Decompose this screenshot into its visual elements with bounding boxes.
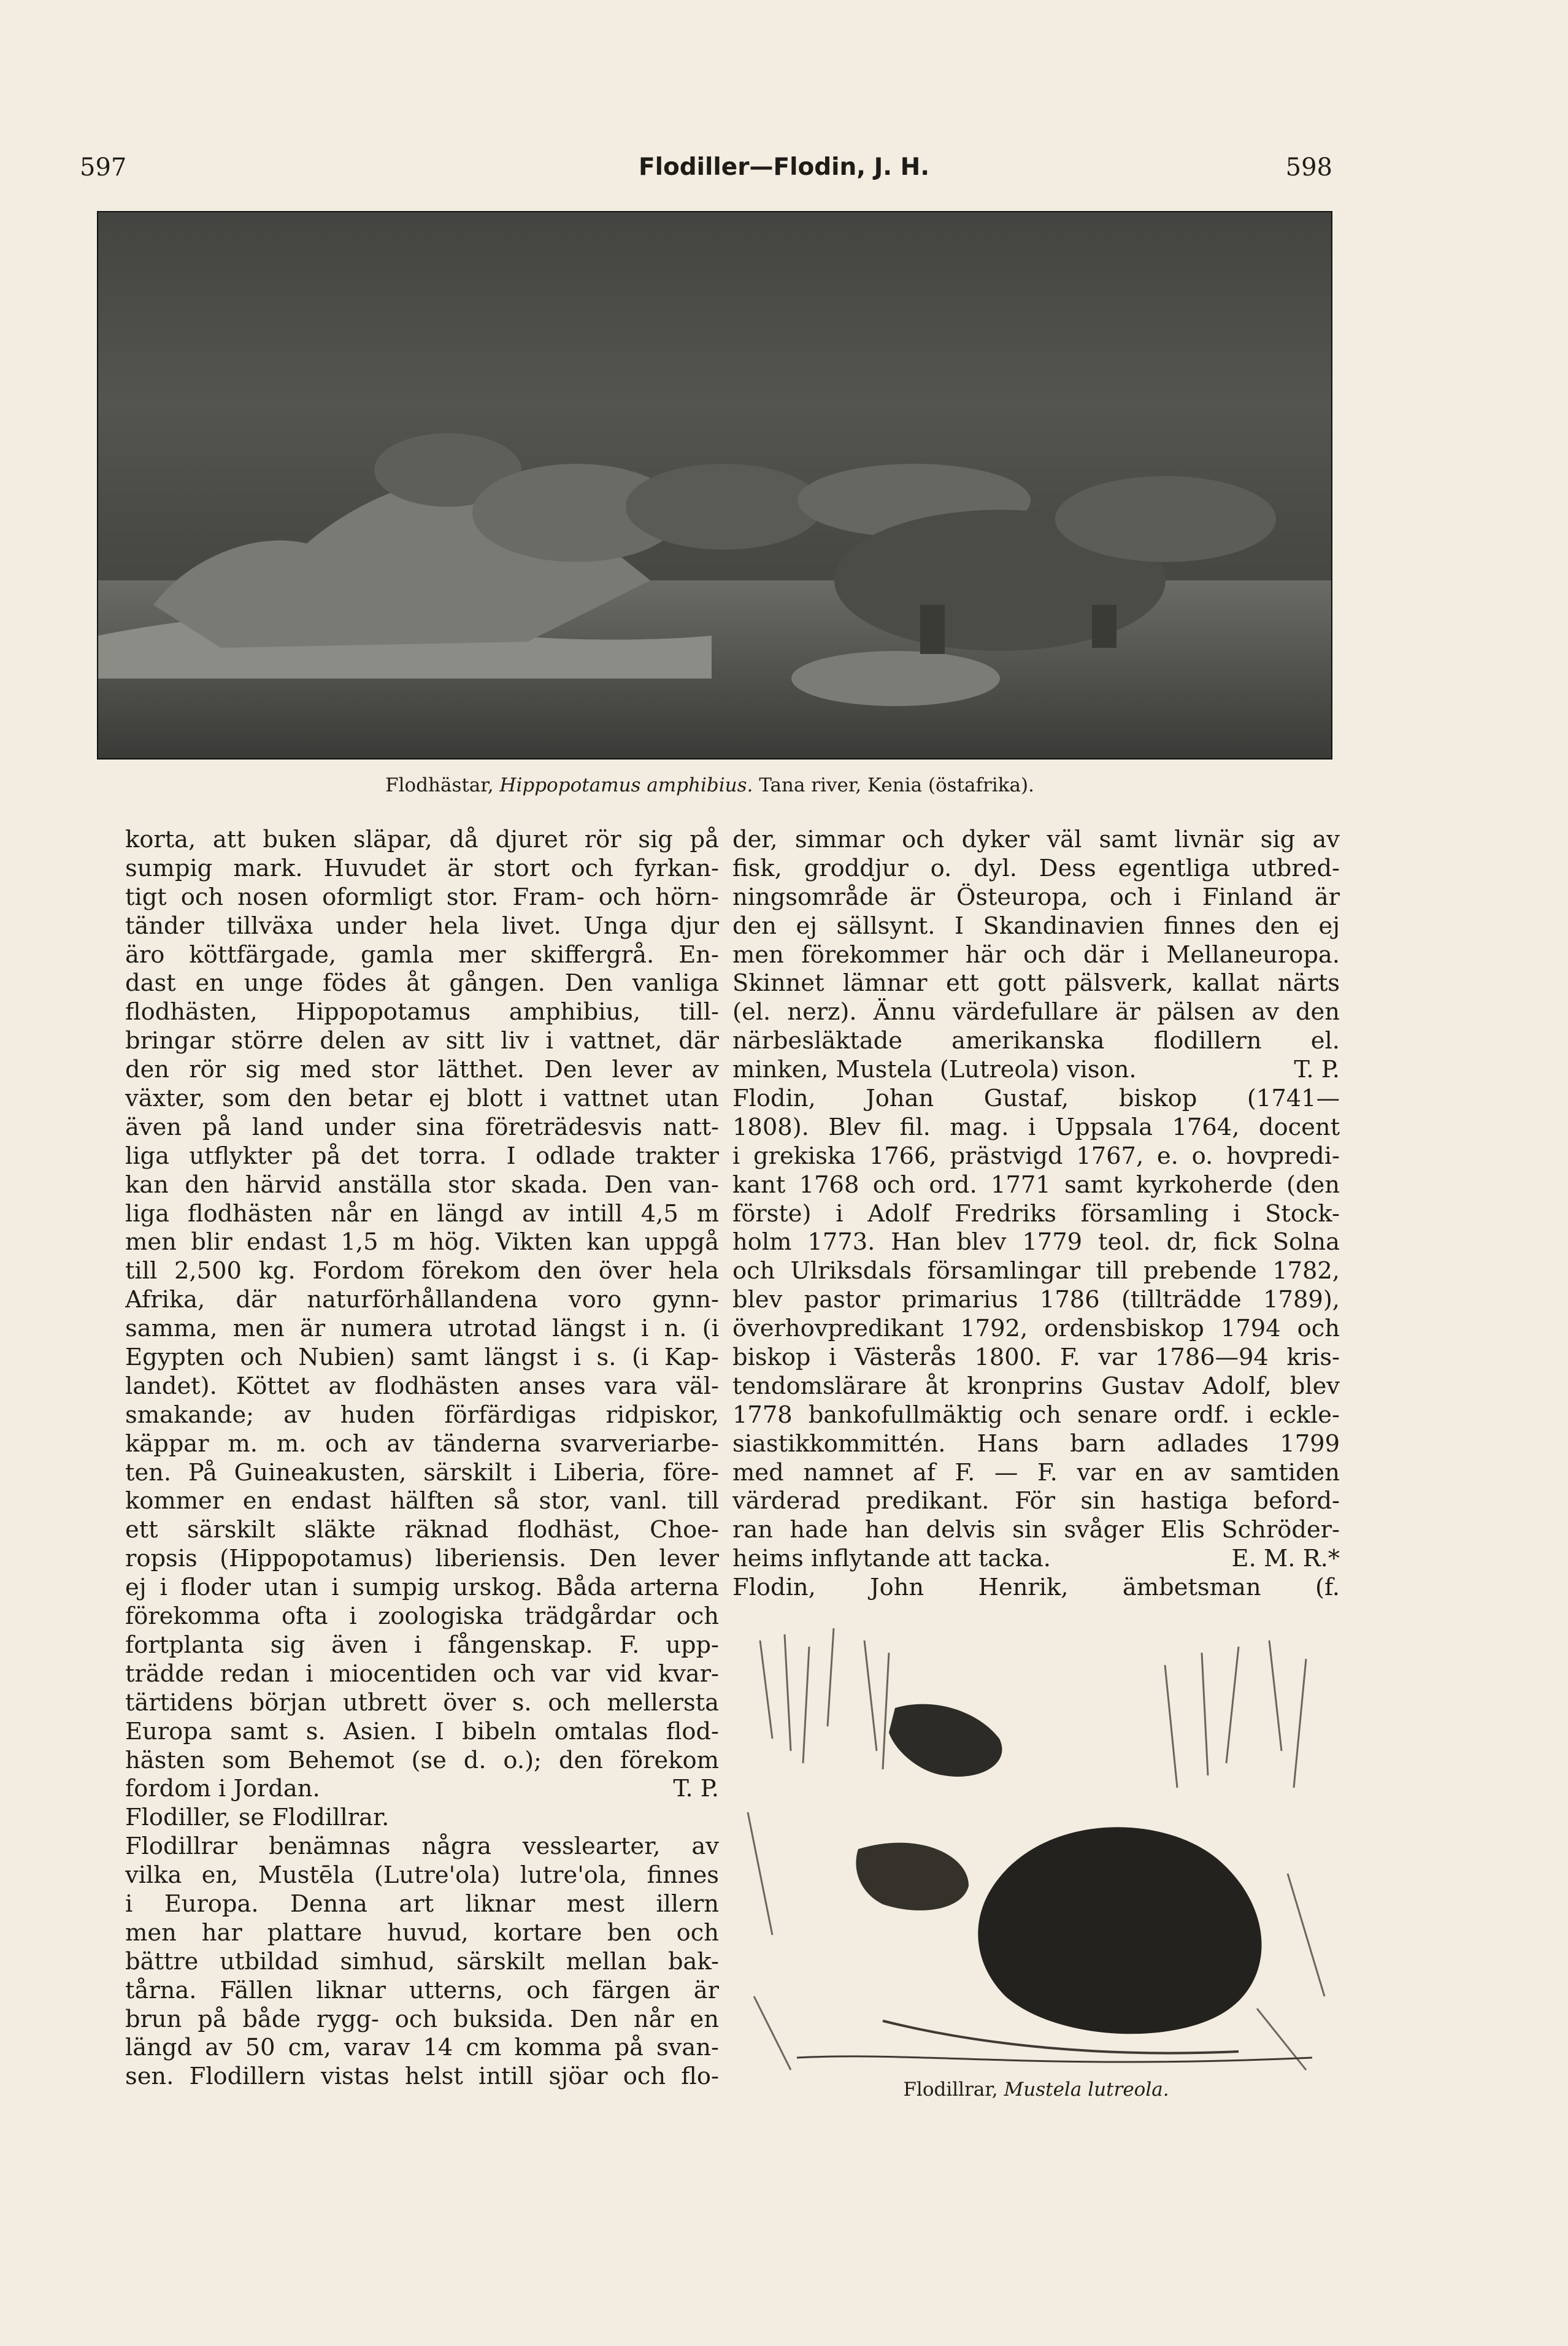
text-line: ropsis (Hippopotamus) liberiensis. Den lever — [125, 1545, 719, 1573]
text-line: sumpig mark. Huvudet är stort och fyrkan- — [125, 854, 719, 882]
text-line: biskop i Västerås 1800. F. var 1786—94 kris- — [732, 1344, 1340, 1372]
caption-text: Flodillrar, — [903, 2079, 1004, 2101]
page-number-right: 598 — [1285, 153, 1332, 182]
text-line: heims inflytande att tacka. — [732, 1545, 1051, 1573]
text-line: förekomma ofta i zoologiska trädgårdar och — [125, 1602, 719, 1631]
text-line: fisk, groddjur o. dyl. Dess egentliga utbred- — [732, 854, 1340, 882]
text-line: bättre utbildad simhud, särskilt mellan bak- — [125, 1947, 719, 1975]
text-line: holm 1773. Han blev 1779 teol. dr, fick Solna — [732, 1228, 1340, 1256]
text-line: samma, men är numera utrotad längst i n. (i — [125, 1315, 719, 1343]
text-line: kant 1768 och ord. 1771 samt kyrkoherde (den — [732, 1171, 1340, 1199]
text-line: bringar större delen av sitt liv i vattnet, där — [125, 1027, 719, 1055]
text-line: flodhästen, Hippopotamus amphibius, till- — [125, 998, 719, 1026]
text-line: förste) i Adolf Fredriks församling i Stock- — [732, 1199, 1340, 1228]
text-line: minken, Mustela (Lutreola) vison. — [732, 1056, 1137, 1084]
text-line: ningsområde är Östeuropa, och i Finland är — [732, 883, 1340, 911]
text-line: men förekommer här och där i Mellaneuropa. — [732, 940, 1340, 969]
text-line: käppar m. m. och av tänderna svarveriarbe- — [125, 1429, 719, 1458]
text-line: med namnet af F. — F. var en av samtiden — [732, 1458, 1340, 1486]
hippo-caption — [86, 774, 1334, 796]
text-line: tendomslärare åt kronprins Gustav Adolf, blev — [732, 1372, 1340, 1400]
text-line: ran hade han delvis sin svåger Elis Schröder- — [732, 1516, 1340, 1544]
text-line: till 2,500 kg. Fordom förekom den över hela — [125, 1257, 719, 1285]
text-line: den ej sällsynt. I Skandinavien finnes den ej — [732, 912, 1340, 940]
text-line: 1808). Blev fil. mag. i Uppsala 1764, docent — [732, 1113, 1340, 1141]
text-line: hästen som Behemot (se d. o.); den förekom — [125, 1746, 719, 1774]
text-line-signed — [732, 1056, 1340, 1085]
text-line: der, simmar och dyker väl samt livnär sig av — [732, 826, 1340, 853]
text-line: fortplanta sig även i fångenskap. F. upp- — [125, 1631, 719, 1659]
mink-engraving-image — [736, 1628, 1335, 2076]
text-line: i grekiska 1766, prästvigd 1767, e. o. hovpredi- — [732, 1142, 1340, 1170]
text-line: Europa samt s. Asien. I bibeln omtalas flod- — [125, 1717, 719, 1745]
text-line: 1778 bankofullmäktig och senare ordf. i eckle- — [732, 1401, 1340, 1429]
mink-caption — [736, 2079, 1336, 2101]
text-line: blev pastor primarius 1786 (tillträdde 1789), — [732, 1286, 1340, 1314]
text-line: men har plattare huvud, kortare ben och — [125, 1918, 719, 1947]
caption-species: Hippopotamus amphibius. — [499, 774, 753, 796]
text-line: tårna. Fällen liknar utterns, och färgen är — [125, 1976, 719, 2004]
text-line: ej i floder utan i sumpig urskog. Båda arterna — [125, 1574, 719, 1602]
text-line: ett särskilt släkte räknad flodhäst, Choe- — [125, 1516, 719, 1544]
text-line: och Ulriksdals församlingar till prebende 1782, — [732, 1257, 1340, 1285]
entry-flodin-john-henrik: Flodin, John Henrik, ämbetsman (f. — [732, 1574, 1340, 1602]
text-line: Egypten och Nubien) samt längst i s. (i Kap- — [125, 1344, 719, 1372]
text-line: överhovpredikant 1792, ordensbiskop 1794 och — [732, 1315, 1340, 1343]
text-line: dast en unge födes åt gången. Den vanliga — [125, 969, 719, 998]
text-line: tänder tillväxa under hela livet. Unga djur — [125, 912, 719, 940]
text-line: i Europa. Denna art liknar mest illern — [125, 1890, 719, 1918]
text-line: Skinnet lämnar ett gott pälsverk, kallat närts — [732, 969, 1340, 998]
text-line: tigt och nosen oformligt stor. Fram- och hörn- — [125, 883, 719, 911]
text-line: vilka en, Mustēla (Lutre'ola) lutre'ola, finnes — [125, 1861, 719, 1890]
text-line: (el. nerz). Ännu värdefullare är pälsen av den — [732, 998, 1340, 1026]
author-signature: T. P. — [1294, 1056, 1340, 1084]
text-line: trädde redan i miocentiden och var vid kvar- — [125, 1660, 719, 1688]
text-line: tärtidens början utbrett över s. och mellersta — [125, 1688, 719, 1717]
text-line: Afrika, där naturförhållandena voro gynn- — [125, 1286, 719, 1314]
mink-engraving — [736, 1628, 1335, 2076]
left-column — [125, 826, 719, 2091]
text-line: ten. På Guineakusten, särskilt i Liberia, före- — [125, 1458, 719, 1486]
text-line: närbesläktade amerikanska flodillern el. — [732, 1027, 1340, 1055]
text-line: den rör sig med stor lätthet. Den lever av — [125, 1056, 719, 1084]
right-column — [732, 826, 1340, 1602]
text-line: kommer en endast hälften så stor, vanl. till — [125, 1487, 719, 1515]
text-line: korta, att buken släpar, då djuret rör sig på — [125, 826, 719, 853]
text-line: sen. Flodillern vistas helst intill sjöar och flo- — [125, 2063, 719, 2091]
text-line: växter, som den betar ej blott i vattnet utan — [125, 1085, 719, 1113]
entry-flodiller: Flodiller, se Flodillrar. — [125, 1804, 390, 1832]
hippo-photograph — [97, 211, 1332, 760]
caption-species: Mustela lutreola. — [1004, 2079, 1169, 2101]
entry-flodin-johan-gustaf: Flodin, Johan Gustaf, biskop (1741— — [732, 1085, 1340, 1113]
text-line: siastikkommittén. Hans barn adlades 1799 — [732, 1429, 1340, 1458]
author-signature: T. P. — [673, 1775, 719, 1803]
running-title: Flodiller—Flodin, J. H. — [638, 153, 930, 181]
text-line: värderad predikant. För sin hastiga beford- — [732, 1487, 1340, 1515]
text-line: även på land under sina företrädesvis natt- — [125, 1113, 719, 1141]
text-line: liga utflykter på det torra. I odlade trakter — [125, 1142, 719, 1170]
text-line: äro köttfärgade, gamla mer skiffergrå. En- — [125, 940, 719, 969]
text-line: smakande; av huden förfärdigas ridpiskor, — [125, 1401, 719, 1429]
hippo-photo-image — [98, 212, 1331, 758]
text-line: men blir endast 1,5 m hög. Vikten kan uppgå — [125, 1228, 719, 1256]
entry-flodillrar: Flodillrar benämnas några vesslearter, av — [125, 1833, 719, 1861]
text-line: fordom i Jordan. — [125, 1775, 320, 1803]
text-line: landet). Köttet av flodhästen anses vara väl- — [125, 1372, 719, 1400]
text-line: längd av 50 cm, varav 14 cm komma på svan- — [125, 2034, 719, 2062]
caption-location: Tana river, Kenia (östafrika). — [753, 774, 1034, 796]
text-line: kan den härvid anställa stor skada. Den van- — [125, 1171, 719, 1199]
caption-text: Flodhästar, — [385, 774, 500, 796]
text-line-signed — [732, 1545, 1340, 1574]
author-signature: E. M. R.* — [1231, 1545, 1340, 1573]
text-line: brun på både rygg- och buksida. Den når en — [125, 2005, 719, 2033]
text-line-signed — [125, 1775, 719, 1804]
page-number-left: 597 — [80, 153, 127, 182]
text-line: liga flodhästen når en längd av intill 4,5 m — [125, 1199, 719, 1228]
